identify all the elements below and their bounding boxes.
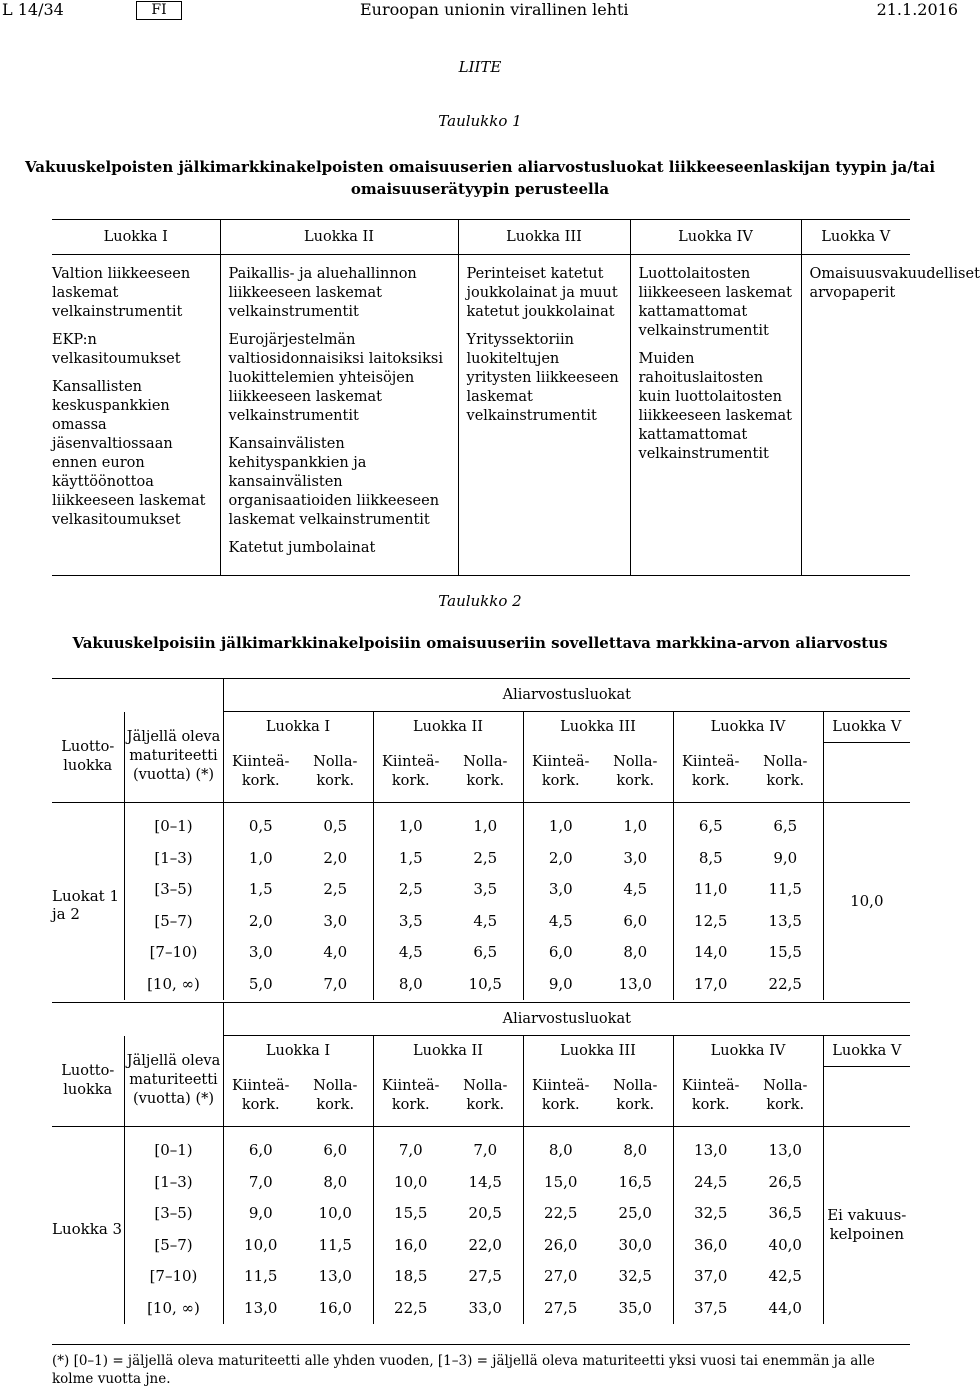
maturity-cell: [0–1) xyxy=(124,802,223,842)
class-header: Luokka II xyxy=(373,712,523,743)
table1-caption: Taulukko 1 xyxy=(438,112,522,130)
table-row xyxy=(52,1126,910,1166)
haircut-value: 6,5 xyxy=(473,943,498,962)
table1-title-line2: omaisuuserätyypin perusteella xyxy=(350,180,610,198)
credit-quality-header: Luotto- luokka xyxy=(52,712,124,803)
table1-header: Luokka IV xyxy=(630,220,801,255)
haircut-value: 22,5 xyxy=(373,1292,448,1324)
table1 xyxy=(52,219,980,576)
table1-cell xyxy=(801,255,980,576)
haircut-value: 6,0 xyxy=(623,911,648,930)
table2-title: Vakuuskelpoisiin jälkimarkkinakelpoisiin omaisuuseriin sovellettava markkina-arvon aliarvostus xyxy=(72,634,888,652)
maturity-cell: [10, ∞) xyxy=(124,968,223,1000)
haircut-value: 26,0 xyxy=(523,1229,598,1261)
credit-quality-label xyxy=(52,802,124,1000)
haircut-value: 6,0 xyxy=(323,1141,348,1160)
maturity-cell: [3–5) xyxy=(124,874,223,906)
class-header: Luokka III xyxy=(523,712,673,743)
table-row xyxy=(52,1198,910,1230)
zero-coupon-header: Nolla- kork. xyxy=(298,743,373,803)
maturity-header: Jäljellä oleva maturiteetti (vuotta) (*) xyxy=(124,712,223,803)
haircut-value: 4,5 xyxy=(373,937,448,969)
asset-type: Omaisuusvakuudelliset arvopaperit xyxy=(809,266,980,301)
maturity-cell: [3–5) xyxy=(124,1198,223,1230)
class-header: Luokka IV xyxy=(673,1036,823,1067)
haircut-value: 11,5 xyxy=(768,880,802,899)
haircut-value: 9,0 xyxy=(523,968,598,1000)
haircut-value: 16,0 xyxy=(318,1298,352,1317)
footnote: (*) [0–1) = jäljellä oleva maturiteetti alle yhden vuoden, [1–3) = jäljellä oleva maturiteetti yksi vuosi tai enemmän ja alle kolme vuotta jne. xyxy=(52,1353,875,1387)
haircut-value: 13,0 xyxy=(673,1126,748,1166)
credit-quality-label: Luokka 3 xyxy=(52,1220,123,1238)
haircut-value: 13,0 xyxy=(768,1141,802,1160)
class-header: Luokka IV xyxy=(673,712,823,743)
zero-coupon-header: Nolla- kork. xyxy=(748,1067,823,1127)
haircut-value: 9,0 xyxy=(773,848,798,867)
class-header: Luokka I xyxy=(223,1036,373,1067)
fixed-coupon-header: Kiinteä- kork. xyxy=(223,1067,298,1127)
table1-title-line1: Vakuuskelpoisten jälkimarkkinakelpoisten omaisuuserien aliarvostusluokat liikkeeseenlaskijan tyypin ja/tai xyxy=(24,158,936,176)
maturity-cell: [0–1) xyxy=(124,1126,223,1166)
fixed-coupon-header: Kiinteä- kork. xyxy=(523,1067,598,1127)
haircut-value: 42,5 xyxy=(768,1267,802,1286)
haircut-value: 7,0 xyxy=(373,1126,448,1166)
zero-coupon-header: Nolla- kork. xyxy=(598,743,673,803)
haircut-value: 3,0 xyxy=(223,937,298,969)
haircut-value: 11,5 xyxy=(223,1261,298,1293)
class-header-row xyxy=(52,712,910,743)
haircut-value: 0,5 xyxy=(223,802,298,842)
haircut-value: 1,0 xyxy=(373,802,448,842)
fixed-coupon-header: Kiinteä- kork. xyxy=(373,1067,448,1127)
haircut-value: 22,5 xyxy=(523,1198,598,1230)
class5-haircut xyxy=(823,1126,910,1324)
table-row xyxy=(52,802,910,842)
maturity-cell: [7–10) xyxy=(124,1261,223,1293)
haircut-value: 40,0 xyxy=(768,1235,802,1254)
table-row xyxy=(52,968,910,1000)
haircut-value: 36,5 xyxy=(768,1204,802,1223)
table1-body-row xyxy=(52,255,910,576)
haircut-value: 32,5 xyxy=(618,1267,652,1286)
asset-type: Kansallisten keskuspankkien omassa jäsenvaltiossaan ennen euron käyttöönottoa liikkeeseen laskemat velkasitoumukset xyxy=(52,379,206,528)
haircut-table-block1 xyxy=(52,678,910,1000)
class-header-row xyxy=(52,1036,910,1067)
haircut-value: 2,5 xyxy=(473,848,498,867)
table-row xyxy=(52,874,910,906)
class-header: Luokka II xyxy=(373,1036,523,1067)
haircut-value: 7,0 xyxy=(223,1166,298,1198)
haircut-value: 8,5 xyxy=(673,842,748,874)
haircut-value: 2,0 xyxy=(523,842,598,874)
maturity-header: Jäljellä oleva maturiteetti (vuotta) (*) xyxy=(124,1036,223,1127)
group-header: Aliarvostusluokat xyxy=(223,1003,910,1036)
haircut-value: 24,5 xyxy=(673,1166,748,1198)
group-header-row xyxy=(52,1003,910,1036)
haircut-value: 7,0 xyxy=(323,974,348,993)
haircut-value: 32,5 xyxy=(673,1198,748,1230)
haircut-value: 2,0 xyxy=(223,905,298,937)
asset-type: Luottolaitosten liikkeeseen laskemat kattamattomat velkainstrumentit xyxy=(638,266,793,339)
haircut-value: 44,0 xyxy=(768,1298,802,1317)
zero-coupon-header: Nolla- kork. xyxy=(298,1067,373,1127)
table-bottom-rule xyxy=(52,1344,910,1345)
haircut-value: 27,5 xyxy=(523,1292,598,1324)
haircut-value: 8,0 xyxy=(323,1172,348,1191)
haircut-value: 10,0 xyxy=(318,1204,352,1223)
class5-haircut: 10,0 xyxy=(823,802,910,1000)
haircut-value: 22,5 xyxy=(768,974,802,993)
fixed-coupon-header: Kiinteä- kork. xyxy=(673,1067,748,1127)
haircut-value: 8,0 xyxy=(623,943,648,962)
haircut-value: 1,0 xyxy=(623,817,648,836)
table-row xyxy=(52,1166,910,1198)
haircut-value: 16,5 xyxy=(618,1172,652,1191)
asset-type: Valtion liikkeeseen laskemat velkainstrumentit xyxy=(52,266,191,320)
haircut-value: 11,0 xyxy=(673,874,748,906)
maturity-cell: [1–3) xyxy=(124,1166,223,1198)
haircut-value: 8,0 xyxy=(373,968,448,1000)
haircut-value: 18,5 xyxy=(373,1261,448,1293)
haircut-value: 15,5 xyxy=(373,1198,448,1230)
page-header xyxy=(0,0,960,22)
haircut-value: 22,0 xyxy=(468,1235,502,1254)
haircut-value: 8,0 xyxy=(623,1141,648,1160)
haircut-value: 15,0 xyxy=(523,1166,598,1198)
haircut-value: 1,0 xyxy=(473,817,498,836)
annex-heading: LIITE xyxy=(458,58,502,76)
haircut-value: 13,0 xyxy=(223,1292,298,1324)
haircut-value: 15,5 xyxy=(768,943,802,962)
table-row xyxy=(52,1292,910,1324)
page-number: L 14/34 xyxy=(2,0,64,19)
table-row xyxy=(52,842,910,874)
table-row xyxy=(52,937,910,969)
credit-quality-header: Luotto- luokka xyxy=(52,1036,124,1127)
language-code: FI xyxy=(136,1,182,20)
haircut-value: 4,5 xyxy=(473,911,498,930)
fixed-coupon-header: Kiinteä- kork. xyxy=(523,743,598,803)
haircut-value: 37,5 xyxy=(673,1292,748,1324)
table1-cell xyxy=(220,255,458,576)
haircut-value: 30,0 xyxy=(618,1235,652,1254)
class-header: Luokka I xyxy=(223,712,373,743)
haircut-value: 3,0 xyxy=(523,874,598,906)
haircut-value: 11,5 xyxy=(318,1235,352,1254)
haircut-value: 25,0 xyxy=(618,1204,652,1223)
haircut-value: 13,0 xyxy=(618,974,652,993)
maturity-cell: [7–10) xyxy=(124,937,223,969)
maturity-cell: [1–3) xyxy=(124,842,223,874)
asset-type: Perinteiset katetut joukkolainat ja muut katetut joukkolainat xyxy=(466,266,618,320)
asset-type: Muiden rahoituslaitosten kuin luottolaitosten liikkeeseen laskemat kattamattomat velkainstrumentit xyxy=(638,351,793,462)
fixed-coupon-header: Kiinteä- kork. xyxy=(223,743,298,803)
haircut-value: 4,0 xyxy=(323,943,348,962)
haircut-value: 3,0 xyxy=(623,848,648,867)
haircut-value: 10,0 xyxy=(223,1229,298,1261)
haircut-value: 17,0 xyxy=(673,968,748,1000)
haircut-value: 8,0 xyxy=(523,1126,598,1166)
haircut-value: 1,0 xyxy=(223,842,298,874)
asset-type: Katetut jumbolainat xyxy=(228,540,376,556)
credit-quality-label-line: ja 2 xyxy=(52,905,80,923)
haircut-value: 6,5 xyxy=(673,802,748,842)
haircut-value: 1,5 xyxy=(373,842,448,874)
zero-coupon-header: Nolla- kork. xyxy=(598,1067,673,1127)
table1-header-row xyxy=(52,220,910,255)
table1-header: Luokka III xyxy=(458,220,630,255)
table1-header: Luokka V xyxy=(801,220,910,255)
haircut-value: 3,5 xyxy=(373,905,448,937)
table-row xyxy=(52,1261,910,1293)
haircut-value: 10,0 xyxy=(373,1166,448,1198)
fixed-coupon-header: Kiinteä- kork. xyxy=(673,743,748,803)
journal-title: Euroopan unionin virallinen lehti xyxy=(360,0,629,19)
asset-type: Eurojärjestelmän valtiosidonnaisiksi laitoksiksi luokittelemien yhteisöjen liikkeeseen laskemat velkainstrumentit xyxy=(228,332,443,424)
asset-type: Paikallis- ja aluehallinnon liikkeeseen laskemat velkainstrumentit xyxy=(228,266,417,320)
class5-label-line: Ei vakuus- xyxy=(827,1206,907,1224)
haircut-value: 4,5 xyxy=(623,880,648,899)
group-header: Aliarvostusluokat xyxy=(223,679,910,712)
haircut-value: 2,5 xyxy=(373,874,448,906)
haircut-value: 9,0 xyxy=(223,1198,298,1230)
asset-type: EKP:n velkasitoumukset xyxy=(52,332,181,367)
haircut-value: 26,5 xyxy=(768,1172,802,1191)
haircut-value: 7,0 xyxy=(473,1141,498,1160)
table-row xyxy=(52,1229,910,1261)
haircut-value: 5,0 xyxy=(223,968,298,1000)
table1-cell xyxy=(630,255,801,576)
haircut-value: 6,5 xyxy=(773,817,798,836)
haircut-value: 35,0 xyxy=(618,1298,652,1317)
class5-label-line: kelpoinen xyxy=(829,1225,904,1243)
publication-date: 21.1.2016 xyxy=(876,0,958,19)
table2-caption: Taulukko 2 xyxy=(438,592,522,610)
haircut-value: 6,0 xyxy=(223,1126,298,1166)
haircut-value: 1,0 xyxy=(523,802,598,842)
maturity-cell: [10, ∞) xyxy=(124,1292,223,1324)
haircut-value: 2,0 xyxy=(323,848,348,867)
haircut-table-block2 xyxy=(52,1002,910,1324)
class-header: Luokka V xyxy=(823,1036,910,1067)
maturity-cell: [5–7) xyxy=(124,1229,223,1261)
haircut-value: 0,5 xyxy=(323,817,348,836)
haircut-value: 14,5 xyxy=(468,1172,502,1191)
table1-header: Luokka I xyxy=(52,220,220,255)
credit-quality-label-line: Luokat 1 xyxy=(52,887,120,905)
haircut-value: 13,5 xyxy=(768,911,802,930)
table1-title xyxy=(0,156,960,200)
fixed-coupon-header: Kiinteä- kork. xyxy=(373,743,448,803)
haircut-value: 27,5 xyxy=(468,1267,502,1286)
haircut-value: 27,0 xyxy=(523,1261,598,1293)
table1-cell xyxy=(52,255,220,576)
haircut-value: 14,0 xyxy=(673,937,748,969)
asset-type: Kansainvälisten kehityspankkien ja kansainvälisten organisaatioiden liikkeeseen laskemat velkainstrumentit xyxy=(228,436,440,528)
haircut-value: 1,5 xyxy=(223,874,298,906)
haircut-value: 10,5 xyxy=(468,974,502,993)
table-row xyxy=(52,905,910,937)
haircut-value: 6,0 xyxy=(523,937,598,969)
haircut-value: 36,0 xyxy=(673,1229,748,1261)
haircut-value: 33,0 xyxy=(468,1298,502,1317)
zero-coupon-header: Nolla- kork. xyxy=(748,743,823,803)
zero-coupon-header: Nolla- kork. xyxy=(448,1067,523,1127)
haircut-value: 20,5 xyxy=(468,1204,502,1223)
haircut-value: 37,0 xyxy=(673,1261,748,1293)
haircut-value: 3,5 xyxy=(473,880,498,899)
haircut-value: 2,5 xyxy=(323,880,348,899)
class-header: Luokka III xyxy=(523,1036,673,1067)
haircut-value: 12,5 xyxy=(673,905,748,937)
haircut-value: 13,0 xyxy=(318,1267,352,1286)
maturity-cell: [5–7) xyxy=(124,905,223,937)
haircut-value: 4,5 xyxy=(523,905,598,937)
class-header: Luokka V xyxy=(823,712,910,743)
zero-coupon-header: Nolla- kork. xyxy=(448,743,523,803)
haircut-value: 3,0 xyxy=(323,911,348,930)
asset-type: Yrityssektoriin luokiteltujen yritysten liikkeeseen laskemat velkainstrumentit xyxy=(466,332,619,424)
group-header-row xyxy=(52,679,910,712)
table1-header: Luokka II xyxy=(220,220,458,255)
haircut-value: 16,0 xyxy=(373,1229,448,1261)
table1-cell xyxy=(458,255,630,576)
